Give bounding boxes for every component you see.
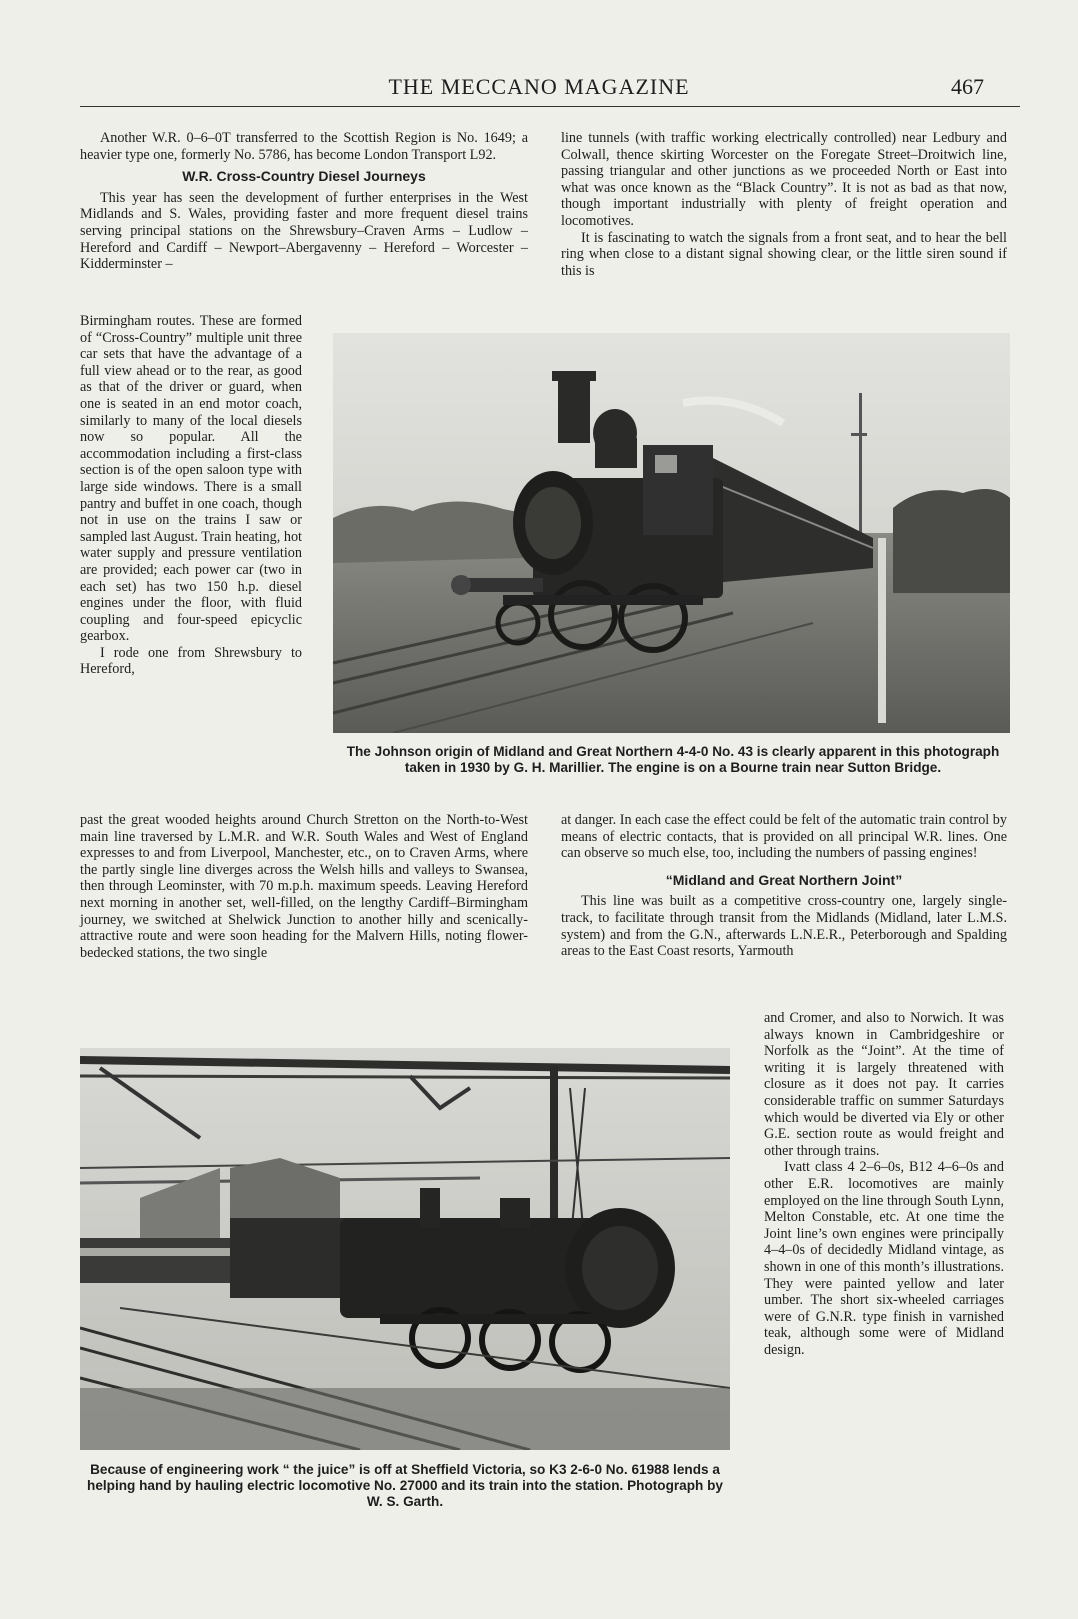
paragraph-competitive-line: This line was built as a competitive cross-country one, largely single-track, to facilitate through transit from the Midlands (Midland, later L.M.S. system) and from the G.N., afterwards L.N.E.R., Peterborough and Spalding areas to the East Coast resorts, Yarmouth [561,893,1007,960]
photo-sheffield-victoria [80,1048,730,1450]
photo-mgn-locomotive [333,333,1010,733]
locomotive-photo-illustration [333,333,1010,733]
paragraph-ivatt: Ivatt class 4 2–6–0s, B12 4–6–0s and other E.R. locomotives are mainly employed on the line through South Lynn, Melton Constable, etc. At one time the Joint line’s own engines were principally 4–4–0s of decidedly Midland vintage, as shown in one of this month’s illustrations. They were painted yellow and later umber. The short six-wheeled carriages were of G.N.R. type finish in varnished teak, although some were of Midland design. [764,1159,1004,1358]
magazine-title: THE MECCANO MAGAZINE [388,74,690,99]
left-column-bottom [80,812,528,961]
paragraph-routes: Birmingham routes. These are formed of “Cross-Country” multiple unit three car sets that have the advantage of a full view ahead or to the rear, as good as that of the driver or guard, when one is seated in an end motor coach, similarly to many of the local diesels now so popular. All the accommodation including a first-class section is of the open saloon type with large side windows. There is a small pantry and buffet in one coach, though not in use on the trains I saw or sampled last August. Train heating, hot water supply and pressure ventilation are provided; each power car (two in each set) has two 150 h.p. diesel engines under the floor, with fluid coupling and four-speed epicyclic gearbox. [80,313,302,645]
paragraph-cromer: and Cromer, and also to Norwich. It was always known in Cambridgeshire or Norfolk as the “Joint”. At the time of writing it is largely threatened with closure as it does not pay. It carries considerable traffic on summer Saturdays which would be diverted via Ely or other G.E. section route as would freight and other through trains. [764,1010,1004,1159]
left-column-top [80,130,528,273]
right-column-narrow [764,1010,1004,1358]
subheading-diesel-journeys: W.R. Cross-Country Diesel Journeys [182,168,426,185]
page-number: 467 [951,74,984,99]
subheading-mgn-joint: “Midland and Great Northern Joint” [665,871,903,888]
sheffield-photo-illustration [80,1048,730,1450]
paragraph-transfer: Another W.R. 0–6–0T transferred to the Scottish Region is No. 1649; a heavier type one, formerly No. 5786, has become London Transport L92. [80,130,528,163]
header-rule [80,106,1020,107]
caption-mgn-photo: The Johnson origin of Midland and Great Northern 4-4-0 No. 43 is clearly apparent in this photograph taken in 1930 by G. H. Marillier. The engine is on a Bourne train near Sutton Bridge. [346,744,1000,776]
caption-sheffield-photo: Because of engineering work “ the juice” is off at Sheffield Victoria, so K3 2-6-0 No. 61988 lends a helping hand by hauling electric locomotive No. 27000 and its train into the station. Photograph by W. S. Garth. [87,1462,723,1510]
paragraph-danger: at danger. In each case the effect could be felt of the automatic train control by means of electric contacts, that is provided on all principal W.R. lines. One can observe so much else, too, including the numbers of passing engines! [561,812,1007,862]
paragraph-rode: I rode one from Shrewsbury to Hereford, [80,644,302,678]
paragraph-church-stretton: past the great wooded heights around Church Stretton on the North-to-West main line traversed by L.M.R. and W.R. South Wales and West of England expresses to and from Liverpool, Manchester, etc., on to Craven Arms, where the partly single line diverges across the Welsh hills and valleys to Swansea, then through Leominster, with 70 m.p.h. maximum speeds. Leaving Hereford next morning in another set, well-filled, on the lengthy Cardiff–Birmingham journey, we switched at Shelwick Junction to another hilly and scenically-attractive route and were soon heading for the Malvern Hills, noting flower-bedecked stations, the two single [80,812,528,961]
right-column-mid [561,812,1007,960]
paragraph-development: This year has seen the development of further enterprises in the West Midlands and S. Wales, providing faster and more frequent diesel trains serving principal stations on the Shrewsbury–Craven Arms – Ludlow – Hereford and Cardiff – Newport–Abergavenny – Hereford – Worcester – Kidderminster – [80,189,528,273]
paragraph-signals: It is fascinating to watch the signals from a front seat, and to hear the bell ring when close to a distant signal showing clear, or the little siren sound if this is [561,229,1007,279]
left-column-narrow [80,313,302,678]
right-column-top [561,130,1007,279]
paragraph-tunnels: line tunnels (with traffic working electrically controlled) near Ledbury and Colwall, thence skirting Worcester on the Foregate Street–Droitwich line, passing triangular and other junctions as we proceeded North or East into what was once known as the “Black Country”. It is not as bad as that now, though important industrially with plenty of freight operation and locomotives. [561,130,1007,229]
